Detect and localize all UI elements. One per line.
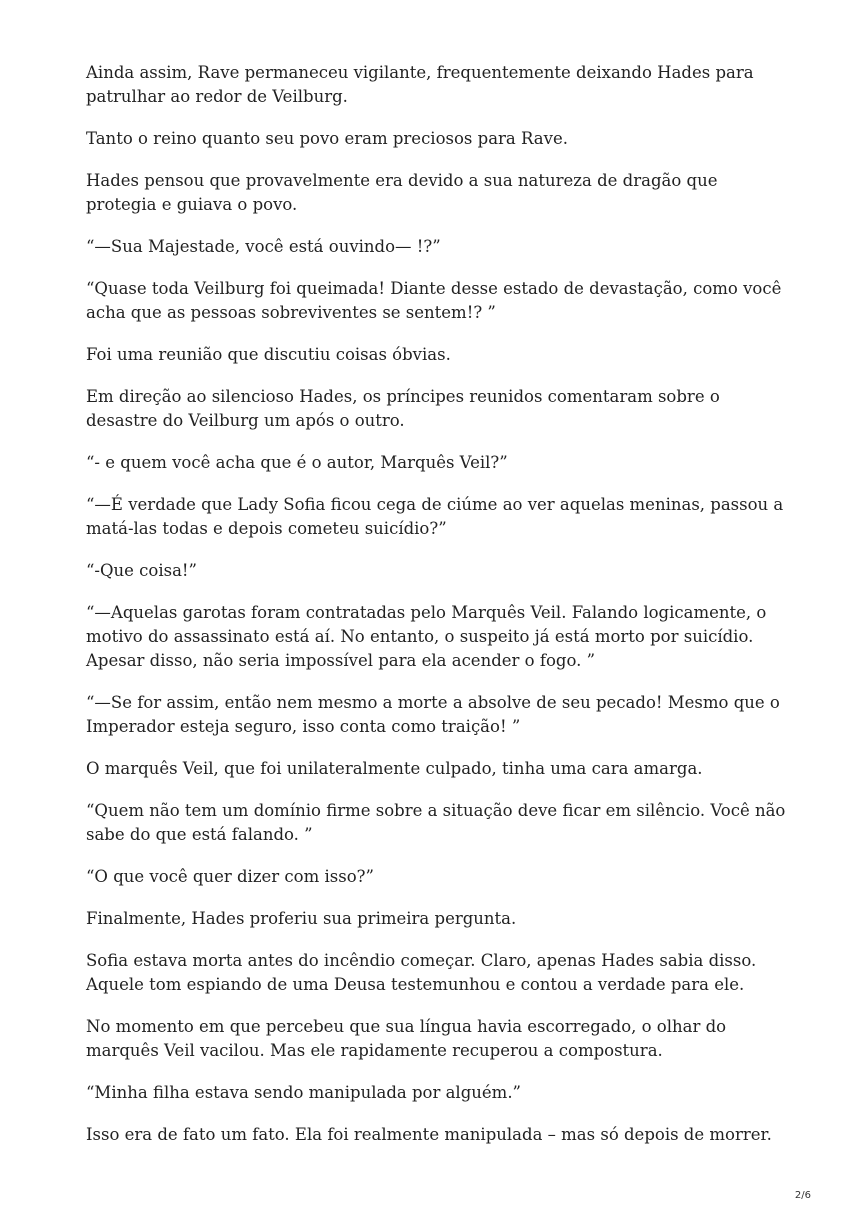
paragraph: Finalmente, Hades proferiu sua primeira pergunta. — [86, 909, 517, 928]
paragraph: Ainda assim, Rave permaneceu vigilante, frequentemente deixando Hades para patrulhar ao redor de Veilburg. — [86, 63, 754, 106]
paragraph: “O que você quer dizer com isso?” — [86, 867, 374, 886]
paragraph: “—Sua Majestade, você está ouvindo— !?” — [86, 237, 441, 256]
document-body — [86, 61, 786, 1165]
paragraph: Hades pensou que provavelmente era devido a sua natureza de dragão que protegia e guiava o povo. — [86, 171, 718, 214]
paragraph: “Quem não tem um domínio firme sobre a situação deve ficar em silêncio. Você não sabe do que está falando. ” — [86, 801, 786, 844]
paragraph: “-Que coisa!” — [86, 561, 197, 580]
paragraph: O marquês Veil, que foi unilateralmente culpado, tinha uma cara amarga. — [86, 759, 703, 778]
paragraph: Em direção ao silencioso Hades, os príncipes reunidos comentaram sobre o desastre do Veilburg um após o outro. — [86, 387, 720, 430]
paragraph: “—Se for assim, então nem mesmo a morte a absolve de seu pecado! Mesmo que o Imperador esteja seguro, isso conta como traição! ” — [86, 693, 780, 736]
paragraph: Foi uma reunião que discutiu coisas óbvias. — [86, 345, 451, 364]
paragraph: Isso era de fato um fato. Ela foi realmente manipulada – mas só depois de morrer. — [86, 1125, 772, 1144]
paragraph: No momento em que percebeu que sua língua havia escorregado, o olhar do marquês Veil vacilou. Mas ele rapidamente recuperou a compostura. — [86, 1017, 727, 1060]
paragraph: “- e quem você acha que é o autor, Marquês Veil?” — [86, 453, 508, 472]
paragraph: “—Aquelas garotas foram contratadas pelo Marquês Veil. Falando logicamente, o motivo do assassinato está aí. No entanto, o suspeito já está morto por suicídio. Apesar disso, não seria impossível para ela acender o fogo. ” — [86, 603, 767, 670]
paragraph: Tanto o reino quanto seu povo eram preciosos para Rave. — [86, 129, 568, 148]
paragraph: “Minha filha estava sendo manipulada por alguém.” — [86, 1083, 521, 1102]
paragraph: “—É verdade que Lady Sofia ficou cega de ciúme ao ver aquelas meninas, passou a matá-las todas e depois cometeu suicídio?” — [86, 495, 784, 538]
paragraph: Sofia estava morta antes do incêndio começar. Claro, apenas Hades sabia disso. Aquele tom espiando de uma Deusa testemunhou e contou a verdade para ele. — [86, 951, 757, 994]
page-number: 2/6 — [794, 1190, 811, 1201]
paragraph: “Quase toda Veilburg foi queimada! Diante desse estado de devastação, como você acha que as pessoas sobreviventes se sentem!? ” — [86, 279, 782, 322]
